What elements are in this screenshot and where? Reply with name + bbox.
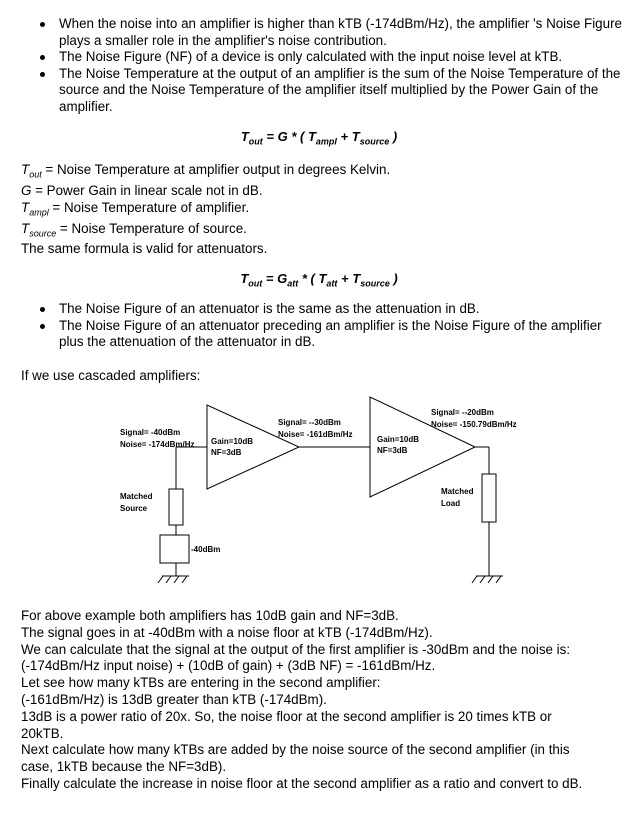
text-line: (-161dBm/Hz) is 13dB greater than kTB (-174dBm). (21, 691, 327, 707)
bullet-item: The Noise Figure of an attenuator preceding an amplifier is the Noise Figure of the amplifier plus the attenuation of the attenuator in dB. (0, 318, 638, 351)
output-noise-label: Noise= -150.79dBm/Hz (431, 420, 517, 429)
amp1-gain-label: Gain=10dB (211, 437, 254, 446)
amp2-nf-label: NF=3dB (377, 446, 408, 455)
bullet-item: When the noise into an amplifier is higher than kTB (-174dBm/Hz), the amplifier 's Noise Figure plays a smaller role in the amplifier's noise contribution. (0, 16, 638, 49)
text-line: 13dB is a power ratio of 20x. So, the noise floor at the second amplifier is 20 times kTB or (21, 708, 552, 724)
cascaded-amplifier-diagram (105, 393, 535, 590)
matched-source-label-2: Source (120, 504, 148, 513)
matched-load-label: Matched (441, 487, 474, 496)
matched-load-label-2: Load (441, 499, 461, 508)
attenuator-bullet-list (0, 301, 638, 351)
bullet-item: The Noise Temperature at the output of an amplifier is the sum of the Noise Temperature of the source and the Noise Temperature of the amplifier itself multiplied by the Power Gain of the amplifier. (0, 66, 638, 116)
text-line: Finally calculate the increase in noise floor at the second amplifier as a ratio and convert to dB. (21, 775, 583, 791)
amp2-gain-label: Gain=10dB (377, 435, 420, 444)
top-bullet-list (0, 16, 638, 115)
text-line: The signal goes in at -40dBm with a noise floor at kTB (-174dBm/Hz). (21, 624, 433, 640)
definition-line: G = Power Gain in linear scale not in dB. (21, 183, 263, 199)
amp1-nf-label: NF=3dB (211, 448, 242, 457)
output-signal-label: Signal= --20dBm (431, 408, 494, 417)
bullet-item: The Noise Figure of an attenuator is the same as the attenuation in dB. (0, 301, 638, 318)
formula-definitions (21, 162, 631, 242)
generator-level-label: -40dBm (191, 545, 221, 554)
attenuator-note: The same formula is valid for attenuators. (21, 241, 268, 256)
example-explanation (21, 608, 631, 793)
text-line: 20kTB. (21, 725, 64, 741)
text-line: We can calculate that the signal at the output of the first amplifier is -30dBm and the noise is: (21, 641, 571, 657)
text-line: For above example both amplifiers has 10dB gain and NF=3dB. (21, 608, 399, 623)
mid-signal-label: Signal= --30dBm (278, 418, 341, 427)
definition-line: $T_{ampl}$ = Noise Temperature of amplifier. (21, 199, 250, 218)
text-line: (-174dBm/Hz input noise) + (10dB of gain) + (3dB NF) = -161dBm/Hz. (21, 658, 436, 674)
text-line: case, 1kTB because the NF=3dB). (21, 759, 227, 775)
mid-noise-label: Noise= -161dBm/Hz (278, 430, 353, 439)
input-signal-label: Signal= -40dBm (120, 428, 181, 437)
cascade-intro: If we use cascaded amplifiers: (21, 368, 201, 383)
input-noise-label: Noise= -174dBm/Hz (120, 440, 195, 449)
bullet-item: The Noise Figure (NF) of a device is only calculated with the input noise level at kTB. (0, 49, 638, 66)
text-line: Next calculate how many kTBs are added by the noise source of the second amplifier (in this (21, 742, 570, 758)
definition-line: $T_{out}$ = Noise Temperature at amplifier output in degrees Kelvin. (21, 162, 391, 180)
matched-source-label: Matched (120, 492, 153, 501)
attenuator-formula: $T_{out} = G_{att}$ * ( $T_{att} + T_{source}$ ) (240, 271, 398, 289)
definition-line: $T_{source}$ = Noise Temperature of source. (21, 220, 247, 239)
text-line: Let see how many kTBs are entering in the second amplifier: (21, 675, 381, 691)
noise-temperature-formula: $T_{out} = G$ * ( $T_{ampl} + T_{source}$ ) (240, 129, 398, 147)
